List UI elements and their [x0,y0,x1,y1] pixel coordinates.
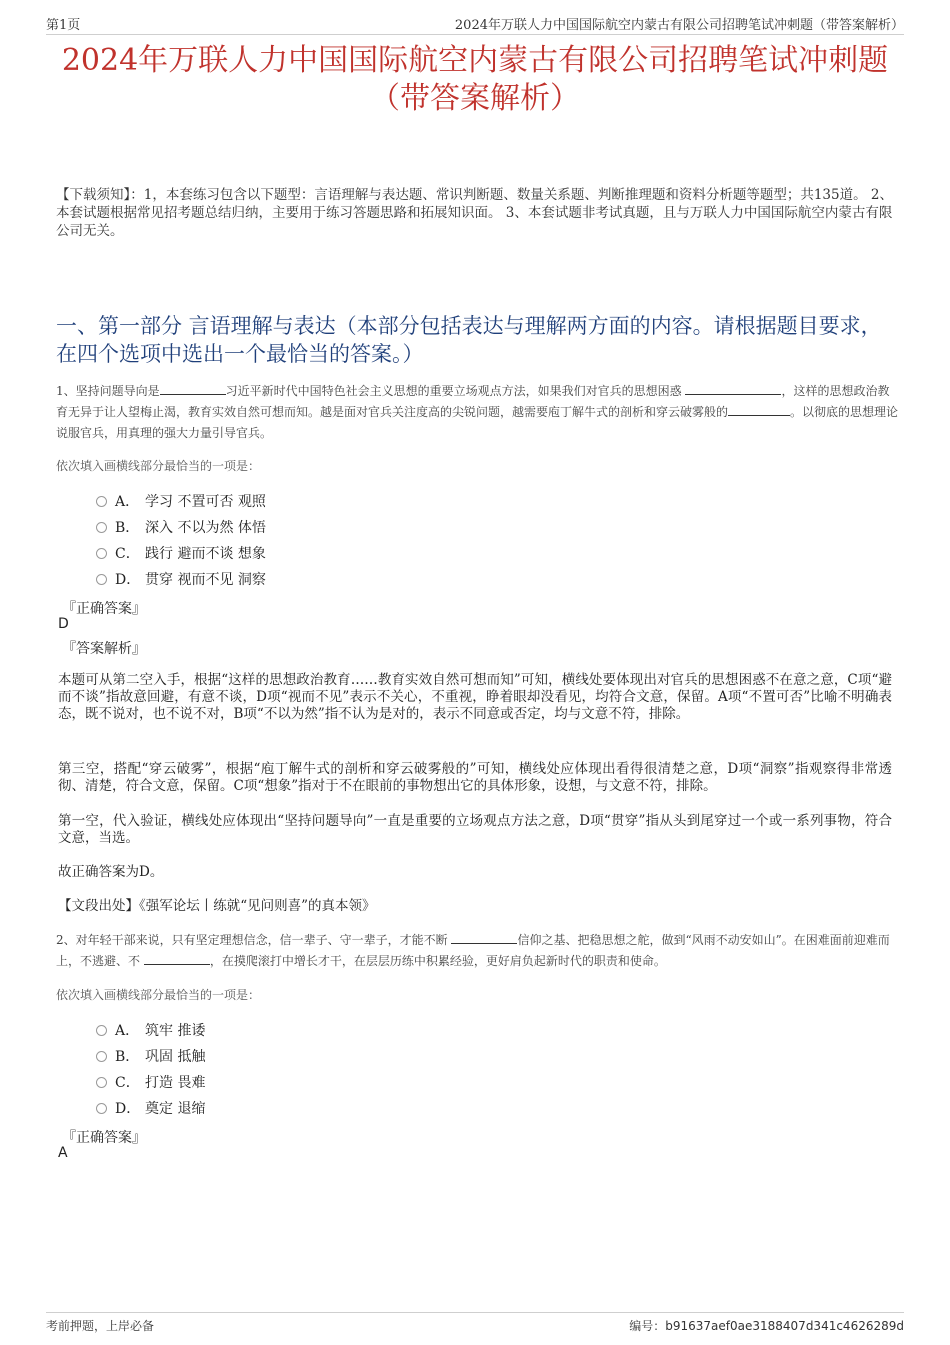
q1-source: 【文段出处】《强军论坛丨练就“见问则喜”的真本领》 [58,898,376,914]
radio-icon[interactable] [96,548,107,559]
blank-3 [728,403,790,416]
title-line-1: 2024年万联人力中国国际航空内蒙古有限公司招聘笔试冲刺题 [61,43,889,78]
q2-answer: A [58,1145,68,1161]
footer-slogan: 考前押题，上岸必备 [46,1319,155,1333]
q2-option-a[interactable]: A． 筑牢 推诿 [96,1020,205,1040]
footer-code: 编号：b91637aef0ae3188407d341c4626289d [629,1319,904,1333]
q1-option-a[interactable]: A． 学习 不置可否 观照 [96,491,266,511]
radio-icon[interactable] [96,496,107,507]
radio-icon[interactable] [96,574,107,585]
q1-analysis-conclusion: 故正确答案为D。 [58,864,164,880]
blank-2 [685,382,781,395]
q1-option-c[interactable]: C． 践行 避而不谈 想象 [96,543,266,563]
question-2-instruction: 依次填入画横线部分最恰当的一项是： [56,988,261,1002]
q1-analysis-para-1: 本题可从第二空入手，根据“这样的思想政治教育……教育实效自然可想而知”可知，横线处要体现出对官兵的思想困惑不在意之意，C项“避而不谈”指故意回避，有意不谈，D项“视而不见”表示不关心，不重视，睁着眼却没看见，均符合文意，保留。A项“不置可否”比喻不明确表态，既不说对，也不说不对，B项“不以为然”指不认为是对的，表示不同意或否定，均与文意不符，排除。 [58,672,892,722]
q1-answer: D [58,616,69,632]
page-footer [46,1312,904,1335]
question-1-stem: 1、坚持问题导向是 习近平新时代中国特色社会主义思想的重要立场观点方法，如果我们对官兵的思想困惑 ，这样的思想政治教育无异于让人望梅止渴，教育实效自然可想而知。越是面对官兵关注度高的尖锐问题，越需要庖丁解牛式的剖析和穿云破雾般的 。以彻底的思想理论说服官兵，用真理的强大力量引导官兵。 [56,384,899,440]
blank-1 [160,382,226,395]
section-heading: 一、第一部分 言语理解与表达（本部分包括表达与理解两方面的内容。请根据题目要求，在四个选项中选出一个最恰当的答案。） [56,314,882,366]
q1-analysis-para-3: 第一空，代入验证，横线处应体现出“坚持问题导向”一直是重要的立场观点方法之意，D项“贯穿”指从头到尾穿过一个或一系列事物，符合文意，当选。 [58,813,892,846]
q1-option-d[interactable]: D． 贯穿 视而不见 洞察 [96,569,266,589]
header-doc-title: 2024年万联人力中国国际航空内蒙古有限公司招聘笔试冲刺题（带答案解析） [454,18,904,33]
download-notice: 【下载须知】：1，本套练习包含以下题型：言语理解与表达题、常识判断题、数量关系题、判断推理题和资料分析题等题型；共135道。 2、本套试题根据常见招考题总结归纳，主要用于练习答题思路和拓展知识面。 3、本套试题非考试真题，且与万联人力中国国际航空内蒙古有限公司无关。 [56,187,893,239]
q2-answer-label: 『正确答案』 [62,1130,146,1146]
radio-icon[interactable] [96,1051,107,1062]
page-header [46,14,904,35]
radio-icon[interactable] [96,522,107,533]
blank-2 [144,952,210,965]
page-number: 第1页 [46,18,81,33]
q2-option-c[interactable]: C． 打造 畏难 [96,1072,205,1092]
question-1-instruction: 依次填入画横线部分最恰当的一项是： [56,459,261,473]
blank-1 [451,931,517,944]
radio-icon[interactable] [96,1025,107,1036]
question-2-stem: 2、对年轻干部来说，只有坚定理想信念，信一辈子、守一辈子，才能不断 信仰之基、把稳思想之舵，做到“风雨不动安如山”。在困难面前迎难而上，不逃避、不 ，在摸爬滚打中增长才干，在层层历练中积累经验，更好肩负起新时代的职责和使命。 [56,933,890,968]
q2-option-d[interactable]: D． 奠定 退缩 [96,1098,205,1118]
q2-option-b[interactable]: B． 巩固 抵触 [96,1046,205,1066]
document-title [40,42,910,118]
q1-option-b[interactable]: B． 深入 不以为然 体悟 [96,517,266,537]
radio-icon[interactable] [96,1077,107,1088]
title-line-2: （带答案解析） [370,81,580,116]
q1-answer-label: 『正确答案』 [62,601,146,617]
radio-icon[interactable] [96,1103,107,1114]
q1-analysis-para-2: 第三空，搭配“穿云破雾”，根据“庖丁解牛式的剖析和穿云破雾般的”可知，横线处应体现出看得很清楚之意，D项“洞察”指观察得非常透彻、清楚，符合文意，保留。C项“想象”指对于不在眼前的事物想出它的具体形象，设想，与文意不符，排除。 [58,761,892,794]
q1-analysis-label: 『答案解析』 [62,641,146,657]
